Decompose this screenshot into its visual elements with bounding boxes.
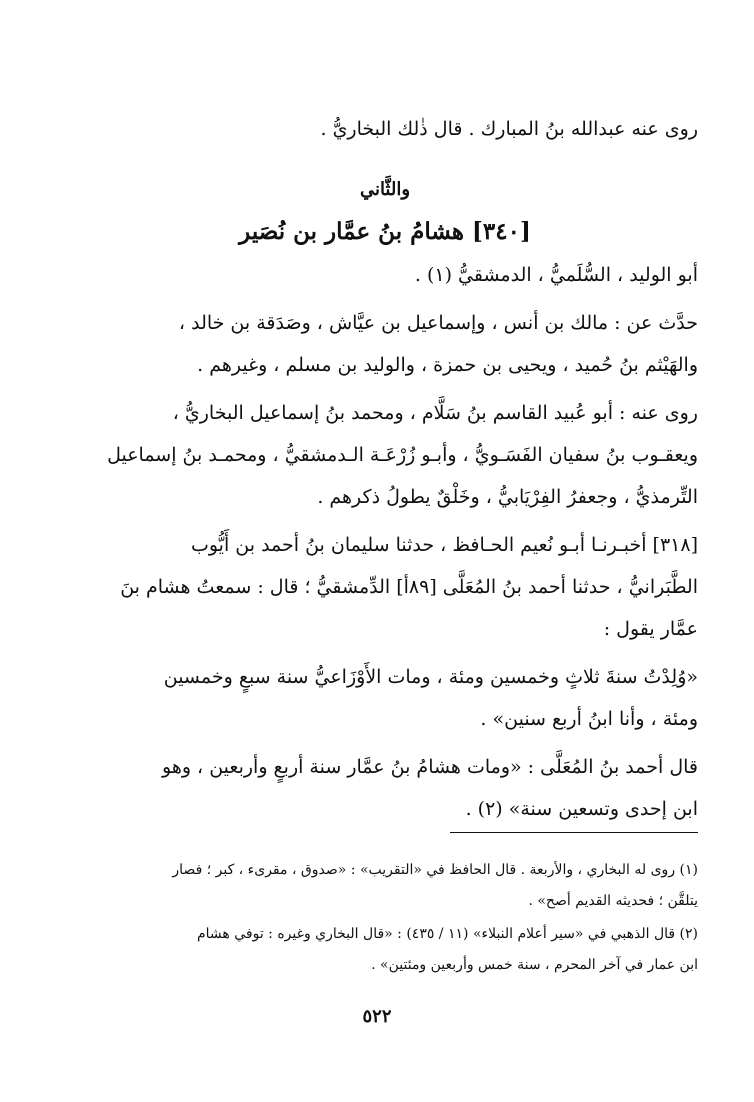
nisba-line: أبو الوليد ، السُّلَميُّ ، الدمشقيُّ (١) . bbox=[414, 264, 698, 286]
footnote-line: (٢) قال الذهبي في «سير أعلام النبلاء» (١١ / ٤٣٥) : «قال البخاري وغيره : توفي هشام bbox=[196, 926, 698, 942]
quote-death-line: قال أحمد بنُ المُعَلَّى : «ومات هشامُ بنُ عمَّار سنة أربعٍ وأربعين ، وهو bbox=[162, 756, 698, 778]
students-line: روى عنه : أبو عُبيد القاسم بنُ سَلَّام ، ومحمد بنُ إسماعيل البخاريُّ ، bbox=[172, 402, 698, 424]
quote-birth-line: «وُلِدْتُ سنةَ ثلاثٍ وخمسين ومئة ، ومات الأَوْزَاعيُّ سنة سبعٍ وخمسين bbox=[163, 666, 698, 688]
entry-title: [٣٤٠] هشامُ بنُ عمَّار بن نُصَير bbox=[239, 218, 531, 245]
students-line: ويعقـوب بنُ سفيان الفَسَـويُّ ، وأبـو زُرْعَـة الـدمشقيُّ ، ومحمـد بنُ إسماعيل bbox=[107, 444, 698, 466]
narration-paragraph bbox=[72, 524, 698, 650]
teachers-line: حدَّث عن : مالك بن أنس ، وإسماعيل بن عيَّاش ، وصَدَقة بن خالد ، bbox=[178, 312, 698, 334]
footnote-line: (١) روى له البخاري ، والأربعة . قال الحافظ في «التقريب» : «صدوق ، مقرىء ، كبر ؛ فصار bbox=[172, 862, 698, 878]
footnote-2 bbox=[72, 919, 698, 981]
narration-line: الطَّبَرانيُّ ، حدثنا أحمد بنُ المُعَلَّى [٨٩أ] الدِّمشقيُّ ؛ قال : سمعتُ هشام بنَ bbox=[120, 576, 698, 598]
quote-birth-line: ومئة ، وأنا ابنُ أربع سنين» . bbox=[480, 708, 698, 730]
footnotes-block bbox=[72, 855, 698, 981]
quote-death-line: ابن إحدى وتسعين سنة» (٢) . bbox=[465, 798, 698, 820]
intro-line: روى عنه عبدالله بنُ المبارك . قال ذٰلك البخاريُّ . bbox=[320, 118, 698, 140]
page-number: ٥٢٢ bbox=[362, 1006, 392, 1027]
narration-line: عمَّار يقول : bbox=[603, 618, 698, 640]
students-paragraph bbox=[72, 392, 698, 518]
students-line: التِّرمذيُّ ، وجعفرُ الفِرْيَابيُّ ، وخَلْقٌ يطولُ ذكرهم . bbox=[317, 486, 698, 508]
quote-birth-paragraph bbox=[72, 656, 698, 740]
teachers-line: والهَيْثم بنُ حُميد ، ويحيى بن حمزة ، والوليد بن مسلم ، وغيرهم . bbox=[197, 354, 698, 376]
footnote-separator bbox=[450, 832, 698, 833]
footnote-line: ابن عمار في آخر المحرم ، سنة خمس وأربعين ومئتين» . bbox=[371, 957, 698, 973]
footnote-1 bbox=[72, 855, 698, 917]
narration-line: [٣١٨] أخبـرنـا أبـو نُعيم الحـافظ ، حدثنا سليمان بنُ أحمد بن أَيُّوب bbox=[190, 534, 698, 556]
section-label: والثَّاني bbox=[359, 179, 411, 200]
teachers-paragraph bbox=[72, 302, 698, 386]
quote-death-paragraph bbox=[72, 746, 698, 830]
footnote-line: يتلقَّن ؛ فحديثه القديم أصح» . bbox=[528, 893, 698, 909]
main-text-block bbox=[72, 108, 698, 830]
